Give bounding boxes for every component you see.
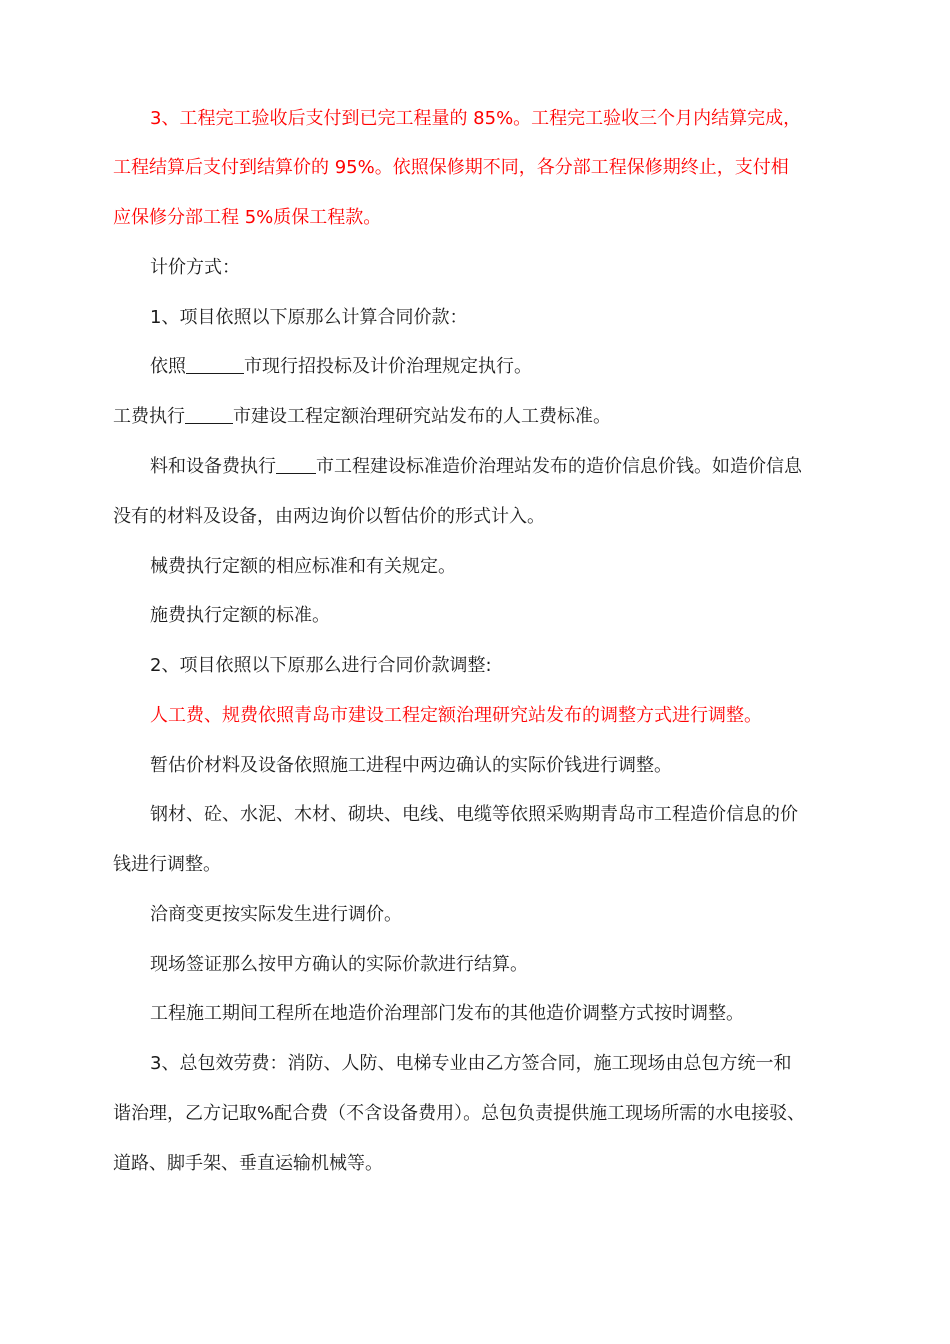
item2-heading: 2、项目依照以下原那么进行合同价款调整: <box>150 655 492 676</box>
payment-clause-line-1: 3、工程完工验收后支付到已完工程量的 85%。工程完工验收三个月内结算完成， <box>150 108 802 129</box>
fill-in-blank[interactable] <box>186 355 244 374</box>
pricing-heading: 计价方式： <box>150 257 240 278</box>
item3-line-1: 3、总包效劳费：消防、人防、电梯专业由乙方签合同，施工现场由总包方统一和 <box>150 1053 792 1074</box>
item2-e: 现场签证那么按甲方确认的实际价款进行结算。 <box>150 954 528 975</box>
item2-b: 暂估价材料及设备依照施工进程中两边确认的实际价钱进行调整。 <box>150 755 672 776</box>
item2-a: 人工费、规费依照青岛市建设工程定额治理研究站发布的调整方式进行调整。 <box>150 705 762 726</box>
item1-e: 施费执行定额的标准。 <box>150 605 330 626</box>
item1-b-suffix: 市建设工程定额治理研究站发布的人工费标准。 <box>233 406 611 427</box>
fill-in-blank[interactable] <box>185 405 233 424</box>
item1-a <box>150 355 532 379</box>
item3-line-3: 道路、脚手架、垂直运输机械等。 <box>113 1153 383 1174</box>
item1-b <box>113 405 611 429</box>
item1-c <box>150 455 802 479</box>
payment-clause-line-3: 应保修分部工程 5%质保工程款。 <box>113 207 382 228</box>
fill-in-blank[interactable] <box>276 455 316 474</box>
item1-c-suffix: 市工程建设标准造价治理站发布的造价信息价钱。如造价信息 <box>316 456 802 477</box>
payment-clause-line-2: 工程结算后支付到结算价的 95%。依照保修期不同，各分部工程保修期终止，支付相 <box>113 157 789 178</box>
item1-c-line-2: 没有的材料及设备，由两边询价以暂估价的形式计入。 <box>113 506 545 527</box>
item1-c-prefix: 料和设备费执行 <box>150 456 276 477</box>
item1-d: 械费执行定额的相应标准和有关规定。 <box>150 556 456 577</box>
item2-c-line-1: 钢材、砼、水泥、木材、砌块、电线、电缆等依照采购期青岛市工程造价信息的价 <box>150 804 798 825</box>
item3-line-2: 谐治理，乙方记取%配合费（不含设备费用）。总包负责提供施工现场所需的水电接驳、 <box>113 1103 806 1124</box>
item2-c-line-2: 钱进行调整。 <box>113 854 221 875</box>
item1-b-prefix: 工费执行 <box>113 406 185 427</box>
item2-d: 洽商变更按实际发生进行调价。 <box>150 904 402 925</box>
item1-a-suffix: 市现行招投标及计价治理规定执行。 <box>244 356 532 377</box>
item1-a-prefix: 依照 <box>150 356 186 377</box>
item1-heading: 1、项目依照以下原那么计算合同价款： <box>150 307 468 328</box>
item2-f: 工程施工期间工程所在地造价治理部门发布的其他造价调整方式按时调整。 <box>150 1003 744 1024</box>
